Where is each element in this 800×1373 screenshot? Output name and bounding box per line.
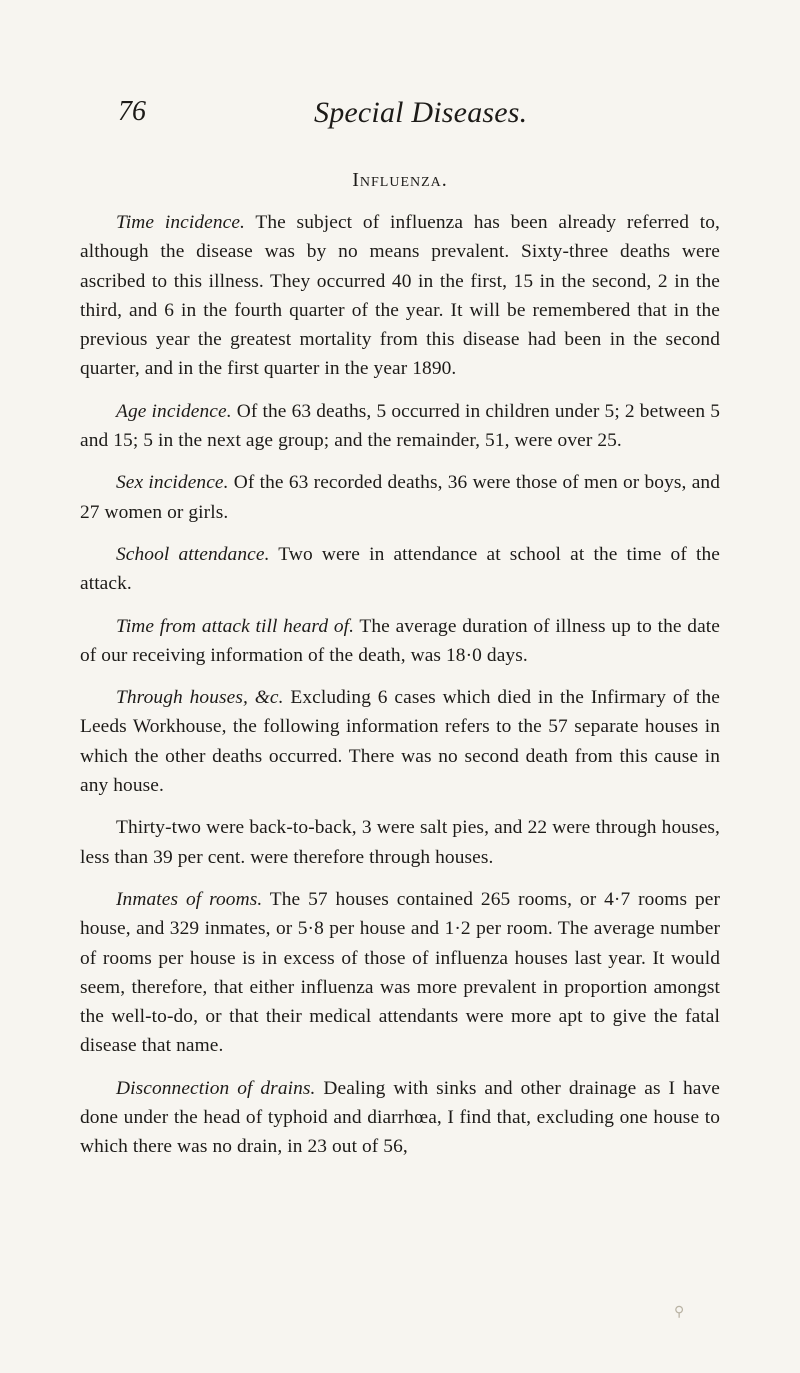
- running-title: Special Diseases.: [314, 96, 528, 129]
- page-header: [118, 96, 718, 146]
- paragraph-text: The average duration of illness up to the date of our receiving information of the death, was 18·0 days.: [80, 615, 720, 666]
- paragraph-text: Excluding 6 cases which died in the Infirmary of the Leeds Workhouse, the following information refers to the 57 separate houses in which the other deaths occurred. There was no second death from this cause in any house.: [80, 687, 720, 797]
- paragraph-time-from-attack: [80, 612, 720, 671]
- paragraph-lead: Age incidence.: [116, 400, 232, 422]
- paragraph-lead: Through houses, &c.: [116, 687, 284, 709]
- section-heading: Influenza.: [352, 169, 448, 191]
- paragraph-school-attendance: [80, 540, 720, 599]
- paragraph-lead: Time from attack till heard of.: [116, 615, 355, 637]
- paragraph-lead: Time incidence.: [116, 212, 245, 233]
- paragraph-lead: School attendance.: [116, 543, 270, 565]
- paragraph-lead: Disconnection of drains.: [116, 1077, 316, 1099]
- paragraph-time-incidence: [80, 208, 720, 384]
- paragraph-text: Dealing with sinks and other drainage as I have done under the head of typhoid and diarrhœa, I find that, excluding one house to which there was no drain, in 23 out of 56,: [80, 1077, 720, 1158]
- print-mark: ⚲: [674, 1304, 685, 1320]
- paragraph-back-to-back: [80, 813, 720, 872]
- paragraph-text: Of the 63 recorded deaths, 36 were those of men or boys, and 27 women or girls.: [80, 472, 720, 523]
- paragraph-text: Thirty-two were back-to-back, 3 were salt pies, and 22 were through houses, less than 39 per cent. were therefore through houses.: [80, 817, 720, 868]
- document-body: [80, 208, 720, 1175]
- paragraph-lead: Inmates of rooms.: [116, 888, 263, 910]
- paragraph-text: The 57 houses contained 265 rooms, or 4·7 rooms per house, and 329 inmates, or 5·8 per house and 1·2 per room. The average number of rooms per house is in excess of those of influenza houses last year. It would seem, therefore, that either influenza was more prevalent in proportion amongst the well-to-do, or that their medical attendants were more apt to give the fatal disease that name.: [80, 888, 721, 1057]
- paragraph-text: Two were in attendance at school at the time of the attack.: [80, 543, 720, 595]
- paragraph-text: The subject of influenza has been already referred to, although the disease was by no means prevalent. Sixty-three deaths were ascribed to this illness. They occurred 40 in the first, 15 in the second, 2 in the third, and 6 in the fourth quarter of the year. It will be remembered that in the previous year the greatest mortality from this disease had been in the second quarter, and in the first quarter in the year 1890.: [80, 212, 720, 380]
- paragraph-inmates-of-rooms: [80, 885, 720, 1061]
- paragraph-text: Of the 63 deaths, 5 occurred in children under 5; 2 between 5 and 15; 5 in the next age group; and the remainder, 51, were over 25.: [80, 400, 720, 452]
- paragraph-through-houses: [80, 683, 720, 800]
- paragraph-sex-incidence: [80, 468, 720, 527]
- paragraph-lead: Sex incidence.: [116, 472, 229, 494]
- paragraph-disconnection-of-drains: [80, 1074, 720, 1162]
- paragraph-age-incidence: [80, 397, 720, 456]
- page-number: 76: [118, 96, 146, 127]
